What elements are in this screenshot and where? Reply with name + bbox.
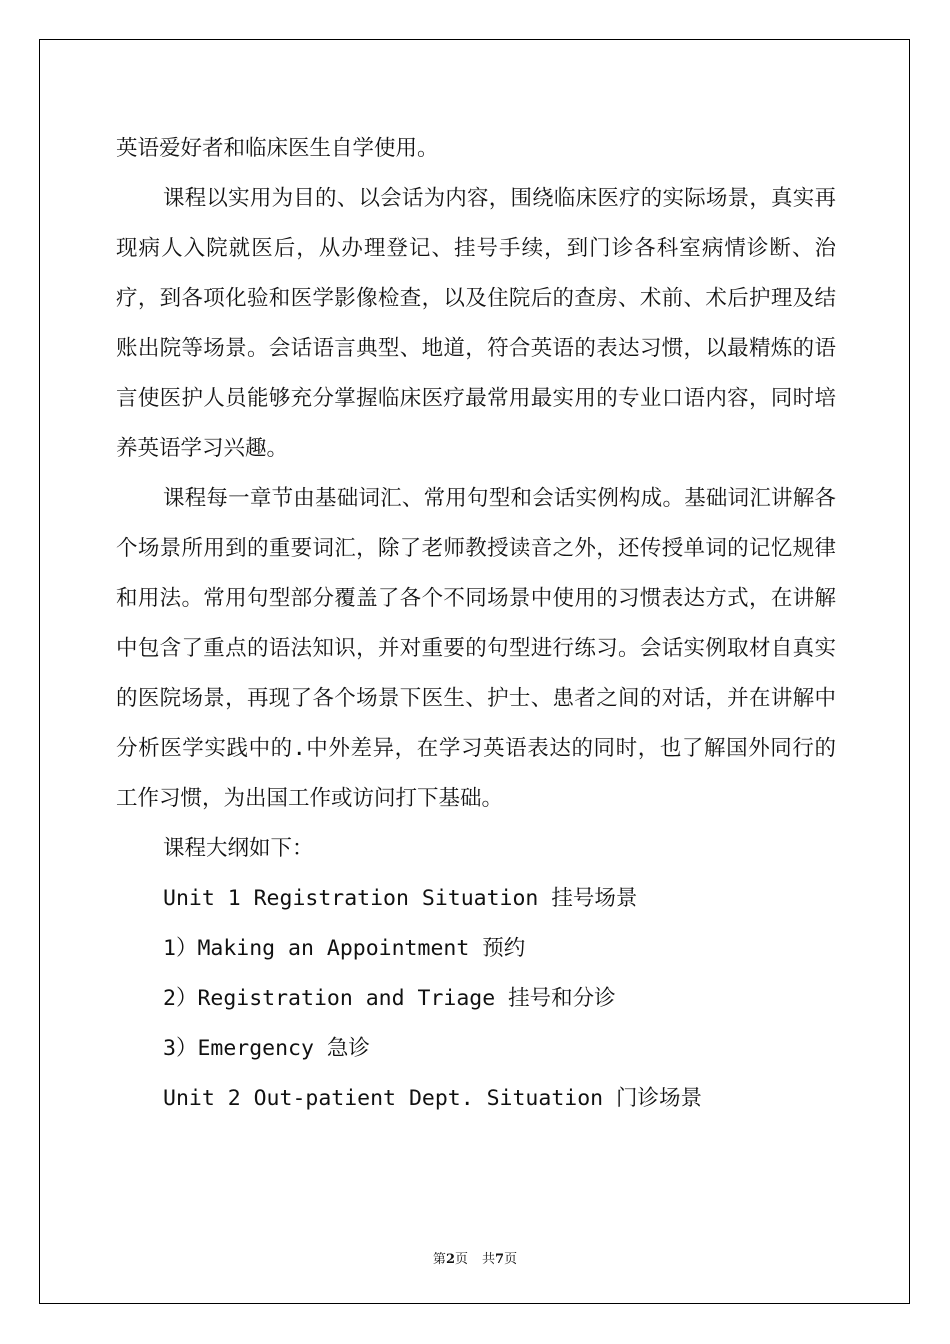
paragraph-course-structure: 课程每一章节由基础词汇、常用句型和会话实例构成。基础词汇讲解各个场景所用到的重要词汇，除了老师教授读音之外，还传授单词的记忆规律和用法。常用句型部分覆盖了各个不同场景中使用的习惯表达方式，在讲解中包含了重点的语法知识，并对重要的句型进行练习。会话实例取材自真实的医院场景，再现了各个场景下医生、护士、患者之间的对话，并在讲解中分析医学实践中的.中外差异，在学习英语表达的同时，也了解国外同行的工作习惯，为出国工作或访问打下基础。 xyxy=(116,486,836,811)
footer-page-number: 2 xyxy=(445,1252,455,1267)
paragraph-continuation: 英语爱好者和临床医生自学使用。 xyxy=(116,136,439,161)
footer-total-prefix: 共 xyxy=(482,1252,496,1267)
outline-item-unit-2: Unit 2 Out-patient Dept. Situation 门诊场景 xyxy=(163,1086,703,1111)
outline-item-unit-1: Unit 1 Registration Situation 挂号场景 xyxy=(163,886,638,911)
outline-heading: 课程大纲如下： xyxy=(163,836,314,861)
paragraph-course-purpose: 课程以实用为目的、以会话为内容，围绕临床医疗的实际场景，真实再现病人入院就医后，从办理登记、挂号手续，到门诊各科室病情诊断、治疗，到各项化验和医学影像检查，以及住院后的查房、术前、术后护理及结账出院等场景。会话语言典型、地道，符合英语的表达习惯，以最精炼的语言使医护人员能够充分掌握临床医疗最常用最实用的专业口语内容，同时培养英语学习兴趣。 xyxy=(116,186,836,461)
page-footer xyxy=(0,1248,950,1267)
outline-item-emergency: 3）Emergency 急诊 xyxy=(163,1036,370,1061)
footer-total-suffix: 页 xyxy=(504,1252,518,1267)
footer-page-prefix: 第 xyxy=(432,1252,446,1267)
outline-item-registration-triage: 2）Registration and Triage 挂号和分诊 xyxy=(163,986,616,1011)
document-body xyxy=(116,124,836,1124)
footer-page-suffix: 页 xyxy=(454,1252,468,1267)
footer-total-pages: 7 xyxy=(495,1252,505,1267)
outline-item-appointment: 1）Making an Appointment 预约 xyxy=(163,936,526,961)
